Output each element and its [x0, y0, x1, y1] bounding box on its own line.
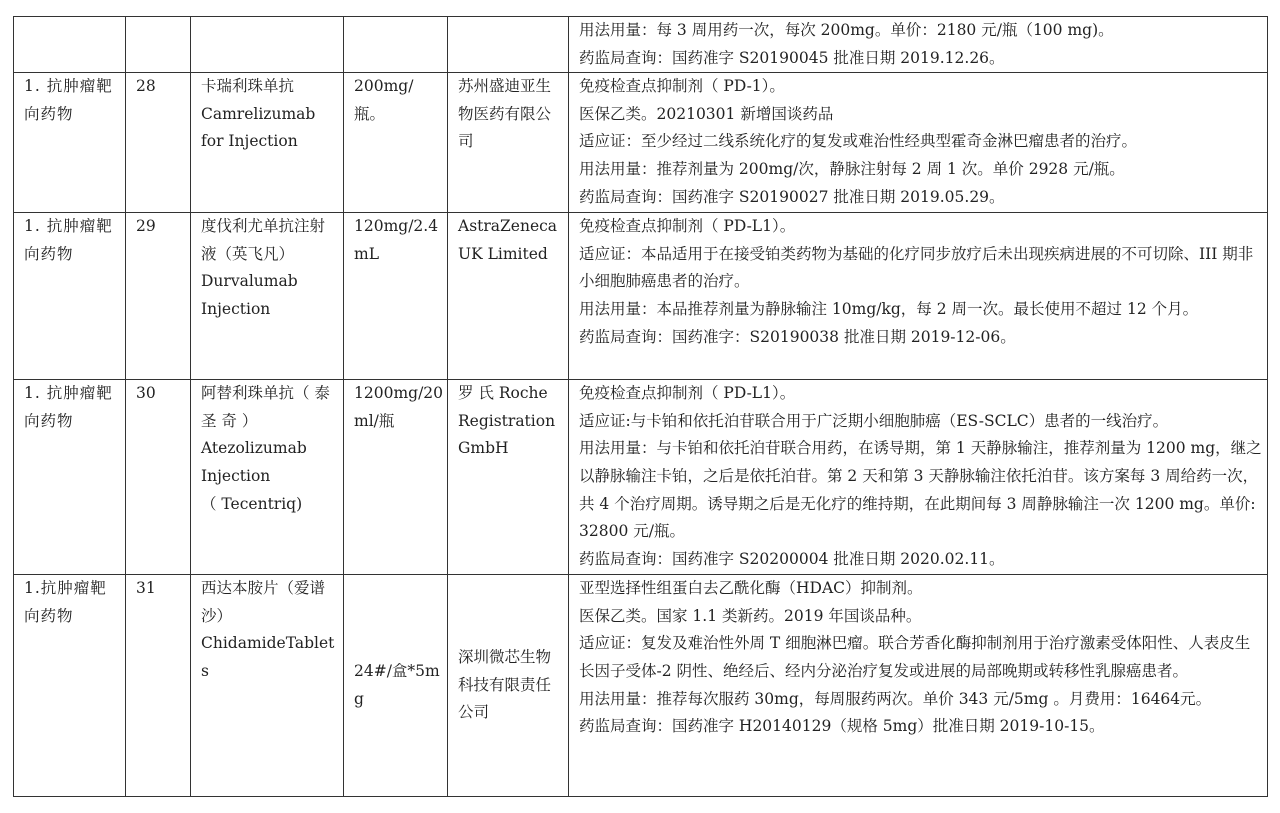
info-line: 用法用量：推荐剂量为 200mg/次，静脉注射每 2 周 1 次。单价 2928 元/瓶。: [579, 159, 1125, 178]
drug-table: [13, 16, 1268, 797]
info-line: 免疫检查点抑制剂（ PD-1）。: [579, 77, 785, 96]
table-row: [14, 575, 1268, 797]
category-cell: 1. 抗肿瘤靶向药物: [14, 213, 126, 380]
manufacturer-cell: 罗 氏 Roche Registration GmbH: [448, 380, 569, 575]
drug-name-line: 阿替利珠单抗（ 泰 圣 奇 ）: [201, 384, 330, 430]
info-line: 药监局查询：国药准字 S20190045 批准日期 2019.12.26。: [579, 48, 1005, 67]
info-line: 适应证:与卡铂和依托泊苷联合用于广泛期小细胞肺癌（ES-SCLC）患者的一线治疗。: [579, 411, 1169, 430]
manufacturer-cell: [448, 17, 569, 73]
drug-table-body: [14, 17, 1268, 797]
drug-name-line: Atezolizumab: [201, 439, 307, 458]
drug-name-line: Durvalumab: [201, 272, 298, 291]
category-cell: 1. 抗肿瘤靶向药物: [14, 380, 126, 575]
info-line: 免疫检查点抑制剂（ PD-L1）。: [579, 384, 796, 403]
info-line: 亚型选择性组蛋白去乙酰化酶（HDAC）抑制剂。: [579, 579, 923, 598]
number-cell: [126, 17, 191, 73]
drug-name-line: 度伐利尤单抗注射液（英飞凡）: [201, 217, 326, 263]
info-line: 适应证：复发及难治性外周 T 细胞淋巴瘤。联合芳香化酶抑制剂用于治疗激素受体阳性、人表皮生长因子受体-2 阴性、绝经后、经内分泌治疗复发或进展的局部晚期或转移性乳腺癌患者。: [579, 634, 1251, 680]
spec-cell: 200mg/瓶。: [344, 73, 448, 213]
info-line: 药监局查询：国药准字 S20190027 批准日期 2019.05.29。: [579, 187, 1005, 206]
drug-name-line: for Injection: [201, 132, 298, 151]
drug-name-line: 西达本胺片（爱谱沙）: [201, 579, 326, 625]
info-line: 用法用量：与卡铂和依托泊苷联合用药，在诱导期，第 1 天静脉输注，推荐剂量为 1200 mg，继之以静脉输注卡铂，之后是依托泊苷。第 2 天和第 3 天静脉输注依托泊苷。该方案每 3 周给药一次，共 4 个治疗周期。诱导期之后是无化疗的维持期，在此期间每 3 周静脉输注一次 1200 mg。单价:32800 元/瓶。: [579, 439, 1262, 541]
number-cell: 31: [126, 575, 191, 797]
spec-cell: 1200mg/20ml/瓶: [344, 380, 448, 575]
manufacturer-cell: AstraZeneca UK Limited: [448, 213, 569, 380]
number-cell: 29: [126, 213, 191, 380]
info-cell: [569, 73, 1268, 213]
table-row: [14, 213, 1268, 380]
table-row: [14, 73, 1268, 213]
info-line: 医保乙类。20210301 新增国谈药品: [579, 104, 834, 123]
drug-name-line: 卡瑞利珠单抗: [201, 77, 295, 96]
info-line: 用法用量：每 3 周用药一次，每次 200mg。单价：2180 元/瓶（100 mg)。: [579, 21, 1114, 39]
page-edge-mark: [632, 806, 646, 812]
drug-name-line: （ Tecentriq): [201, 494, 303, 513]
info-cell: [569, 17, 1268, 73]
info-line: 适应证：至少经过二线系统化疗的复发或难治性经典型霍奇金淋巴瘤患者的治疗。: [579, 132, 1138, 151]
info-line: 适应证：本品适用于在接受铂类药物为基础的化疗同步放疗后未出现疾病进展的不可切除、III 期非小细胞肺癌患者的治疗。: [579, 244, 1254, 291]
info-line: 药监局查询：国药准字：S20190038 批准日期 2019-12-06。: [579, 327, 1016, 346]
drug-name-cell: [191, 73, 344, 213]
category-cell: [14, 17, 126, 73]
spec-cell: 24#/盒*5mg: [344, 575, 448, 797]
number-cell: 30: [126, 380, 191, 575]
drug-name-line: Injection: [201, 466, 271, 485]
info-line: 免疫检查点抑制剂（ PD-L1）。: [579, 217, 796, 236]
info-line: 药监局查询：国药准字 H20140129（规格 5mg）批准日期 2019-10-15。: [579, 717, 1105, 736]
info-line: 药监局查询：国药准字 S20200004 批准日期 2020.02.11。: [579, 549, 1005, 568]
info-line: 用法用量：推荐每次服药 30mg，每周服药两次。单价 343 元/5mg 。月费用：16464元。: [579, 689, 1212, 708]
manufacturer-cell: 深圳微芯生物科技有限责任公司: [448, 575, 569, 797]
info-cell: [569, 575, 1268, 797]
drug-name-line: ChidamideTablets: [201, 634, 335, 680]
manufacturer-cell: 苏州盛迪亚生物医药有限公司: [448, 73, 569, 213]
drug-name-cell: [191, 213, 344, 380]
drug-name-cell: [191, 380, 344, 575]
info-cell: [569, 213, 1268, 380]
drug-name-line: Camrelizumab: [201, 104, 316, 123]
drug-name-cell: [191, 17, 344, 73]
drug-name-line: Injection: [201, 299, 271, 318]
drug-name-cell: [191, 575, 344, 797]
table-row: [14, 380, 1268, 575]
info-line: 医保乙类。国家 1.1 类新药。2019 年国谈品种。: [579, 606, 922, 625]
spec-cell: 120mg/2.4mL: [344, 213, 448, 380]
spec-cell: [344, 17, 448, 73]
category-cell: 1. 抗肿瘤靶向药物: [14, 73, 126, 213]
category-cell: 1.抗肿瘤靶向药物: [14, 575, 126, 797]
info-cell: [569, 380, 1268, 575]
number-cell: 28: [126, 73, 191, 213]
table-row: [14, 17, 1268, 73]
info-line: 用法用量：本品推荐剂量为静脉输注 10mg/kg，每 2 周一次。最长使用不超过 12 个月。: [579, 299, 1199, 318]
